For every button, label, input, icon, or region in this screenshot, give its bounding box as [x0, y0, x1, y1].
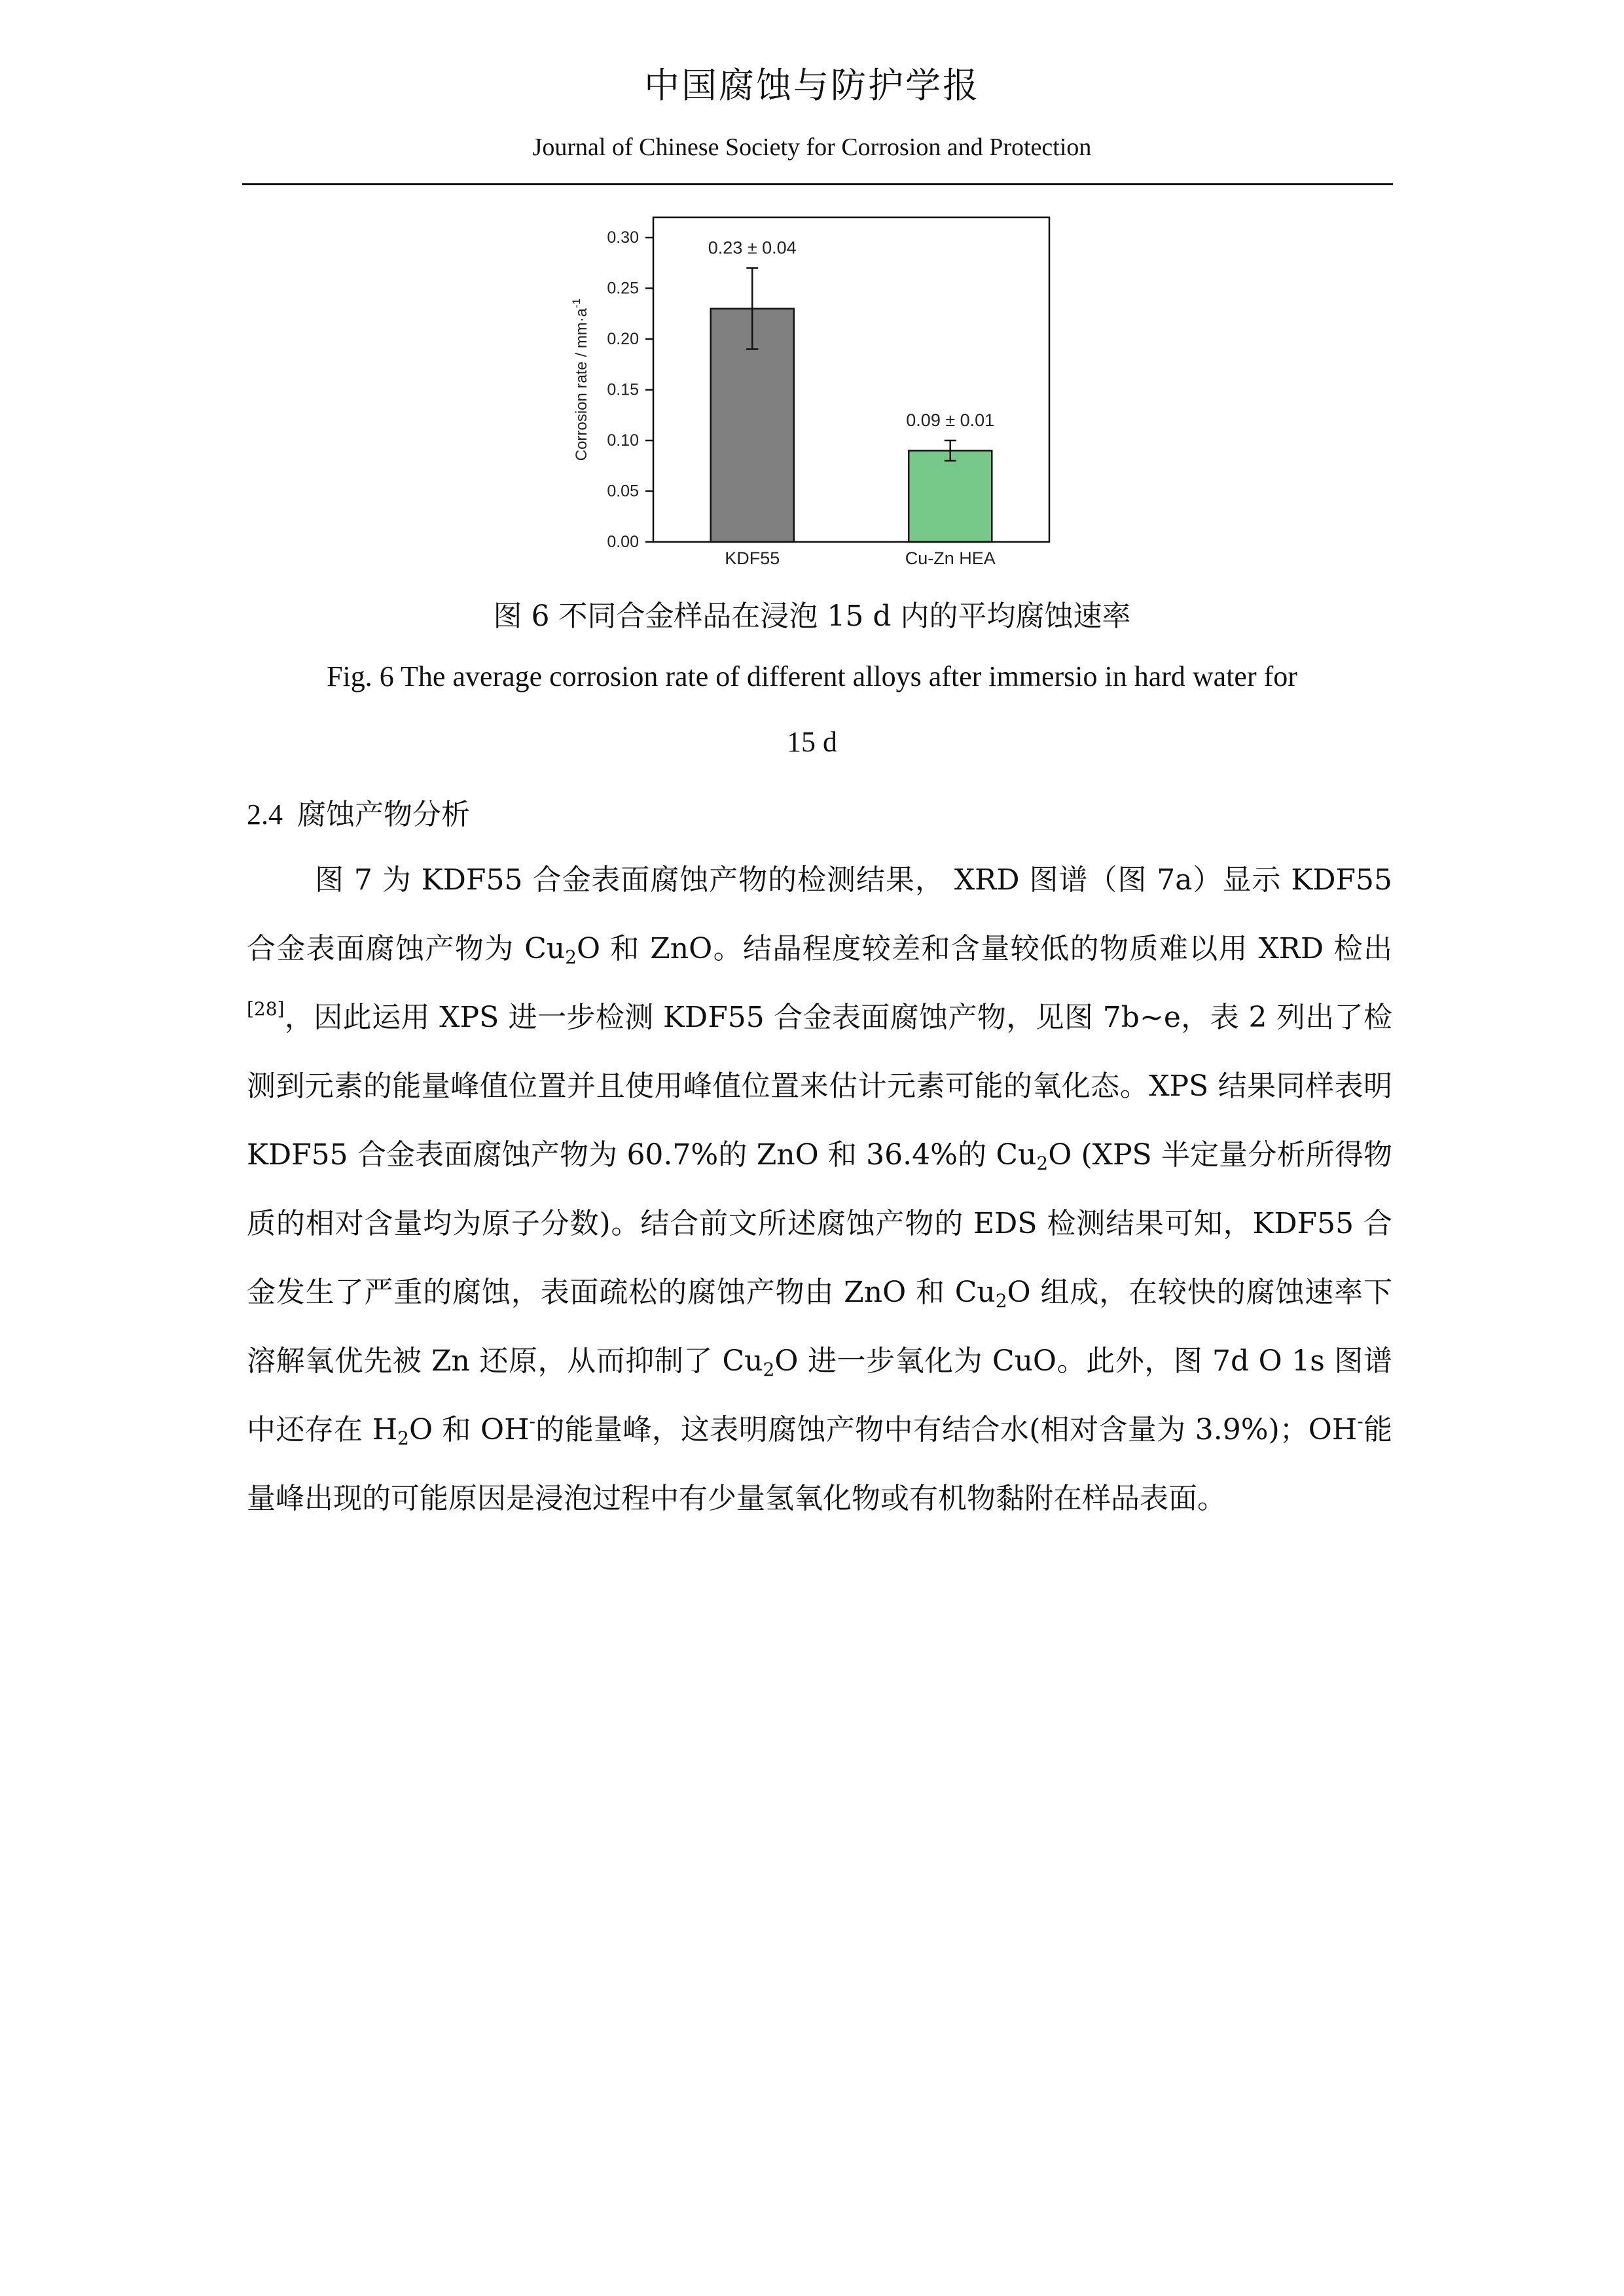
- subscript: 2: [397, 1427, 409, 1449]
- x-category-label: KDF55: [725, 548, 780, 568]
- subscript: 2: [1036, 1153, 1049, 1174]
- superscript: -: [1357, 1410, 1363, 1432]
- section-heading: [247, 791, 470, 833]
- data-label: 0.23 ± 0.04: [708, 238, 797, 258]
- text-run: 的能量峰，这表明腐蚀产物中有结合水(相对含量为 3.9%)；OH: [535, 1413, 1358, 1446]
- y-label-superscript: -1: [570, 298, 583, 308]
- figure-caption-en-line2: 15 d: [787, 726, 837, 758]
- y-tick-label: 0.10: [607, 431, 639, 450]
- journal-title-en: Journal of Chinese Society for Corrosion and Protection: [532, 134, 1092, 161]
- y-tick-label: 0.05: [607, 482, 639, 501]
- text-run: O 组成，在较快的腐蚀速率下溶解氧优先被 Zn 还原，从而抑制了 Cu: [247, 1276, 1392, 1378]
- corrosion-rate-bar-chart: [563, 209, 1074, 583]
- subscript: 2: [995, 1290, 1007, 1312]
- y-tick-label: 0.30: [607, 228, 639, 247]
- data-label: 0.09 ± 0.01: [906, 410, 995, 430]
- subscript: 2: [763, 1359, 775, 1380]
- subscript: 2: [565, 946, 577, 968]
- section-number: 2.4: [247, 798, 283, 831]
- text-run: O (XPS 半定量分析所得物质的相对含量均为原子分数)。结合前文所述腐蚀产物的 EDS 检测结果可知，KDF55 合金发生了严重的腐蚀，表面疏松的腐蚀产物由 ZnO 和 Cu: [247, 1138, 1392, 1309]
- bars: [711, 268, 995, 543]
- journal-title-cn: 中国腐蚀与防护学报: [644, 65, 980, 106]
- y-tick-label: 0.15: [607, 380, 639, 399]
- y-tick-label: 0.00: [607, 533, 639, 551]
- figure-caption-en-line1: Fig. 6 The average corrosion rate of different alloys after immersio in hard water for: [327, 660, 1297, 692]
- section-title: 腐蚀产物分析: [297, 798, 470, 831]
- text-run: O 和 ZnO。结晶程度较差和含量较低的物质难以用 XRD 检出: [576, 932, 1392, 965]
- x-axis-categories: [725, 548, 996, 568]
- y-axis-ticks: [607, 228, 653, 551]
- body-paragraph: [247, 846, 1392, 1533]
- svg-text:Corrosion rate / mm·a-1: Corrosion rate / $mm\cdot a^{-1}$: [570, 298, 590, 461]
- text-run: 能量峰出现的可能原因是浸泡过程中有少量氢氧化物或有机物黏附在样品表面。: [247, 1413, 1393, 1515]
- x-category-label: Cu-Zn HEA: [905, 548, 996, 568]
- figure-caption-cn: 图 6 不同合金样品在浸泡 15 d 内的平均腐蚀速率: [493, 600, 1131, 633]
- superscript: -: [529, 1410, 535, 1432]
- citation-ref[interactable]: [28]: [247, 998, 285, 1020]
- header-divider: [242, 183, 1393, 185]
- y-axis-label: [570, 298, 590, 461]
- text-run: 图 7 为 KDF55 合金表面腐蚀产物的检测结果， XRD 图谱（图 7a）显示 KDF55 合金表面腐蚀产物为 Cu: [247, 863, 1392, 965]
- y-tick-label: 0.20: [607, 330, 639, 348]
- text-run: O 进一步氧化为 CuO。此外，图 7d O 1s 图谱中还存在 H: [247, 1344, 1392, 1446]
- y-tick-label: 0.25: [607, 279, 639, 298]
- text-run: O 和 OH: [408, 1413, 530, 1446]
- bar-2: [909, 451, 992, 543]
- text-run: ，因此运用 XPS 进一步检测 KDF55 合金表面腐蚀产物，见图 7b~e，表 2 列出了检测到元素的能量峰值位置并且使用峰值位置来估计元素可能的氧化态。XPS 结果同样表明 KDF55 合金表面腐蚀产物为 60.7%的 ZnO 和 36.4%的 Cu: [247, 1001, 1392, 1172]
